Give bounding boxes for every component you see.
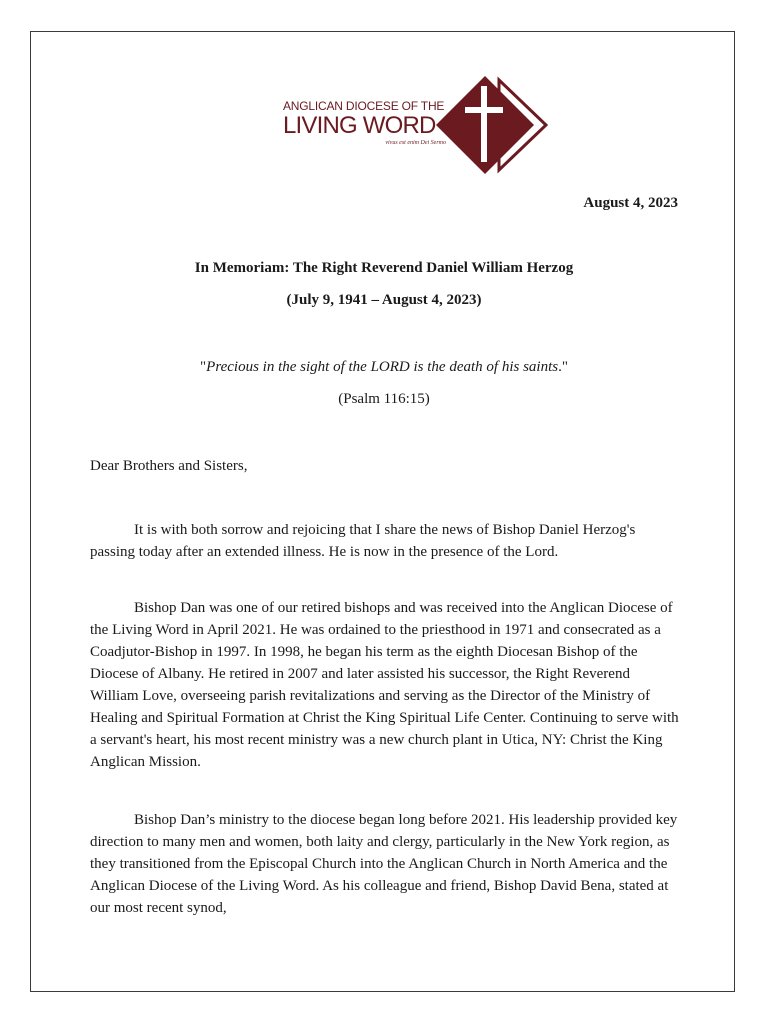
verse-open-quote: " [200, 359, 207, 375]
body-paragraph-3: Bishop Dan’s ministry to the diocese began long before 2021. His leadership provided key direction to many men and women, both laity and clergy, particularly in the New York region, as they transitioned from the Episcopal Church into the Anglican Church in North America and the Anglican Diocese of the Living Word. As his colleague and friend, Bishop David Bena, stated at our most recent synod, [90, 812, 678, 916]
verse-close-quote: ." [558, 359, 568, 375]
scripture-reference: (Psalm 116:15) [338, 391, 430, 407]
body-paragraph-1: It is with both sorrow and rejoicing that I share the news of Bishop Daniel Herzog's passing today after an extended illness. He is now in the presence of the Lord. [90, 522, 636, 560]
diocese-logo [283, 74, 548, 176]
memorial-title: In Memoriam: The Right Reverend Daniel William Herzog [194, 260, 574, 276]
memorial-dates: (July 9, 1941 – August 4, 2023) [286, 292, 482, 308]
verse-text: Precious in the sight of the LORD is the death of his saints [206, 359, 559, 375]
scripture-verse [90, 356, 678, 378]
logo-line-2: LIVING WORD [283, 112, 436, 139]
cross-diamond-icon [435, 74, 548, 176]
logo-line-1: ANGLICAN DIOCESE OF THE [283, 99, 445, 113]
salutation: Dear Brothers and Sisters, [90, 458, 248, 474]
logo-motto: vivus est enim Dei Sermo [385, 140, 446, 146]
letter-date: August 4, 2023 [583, 195, 678, 211]
body-paragraph-2: Bishop Dan was one of our retired bishops and was received into the Anglican Diocese of the Living Word in April 2021. He was ordained to the priesthood in 1971 and consecrated as a Coadjutor-Bishop in 1997. In 1998, he began his term as the eighth Diocesan Bishop of the Diocese of Albany. He retired in 2007 and later assisted his successor, the Right Reverend William Love, overseeing parish revitalizations and serving as the Director of the Ministry of Healing and Spiritual Formation at Christ the King Spiritual Life Center. Continuing to serve with a servant's heart, his most recent ministry was a new church plant in Utica, NY: Christ the King Anglican Mission. [90, 600, 679, 770]
